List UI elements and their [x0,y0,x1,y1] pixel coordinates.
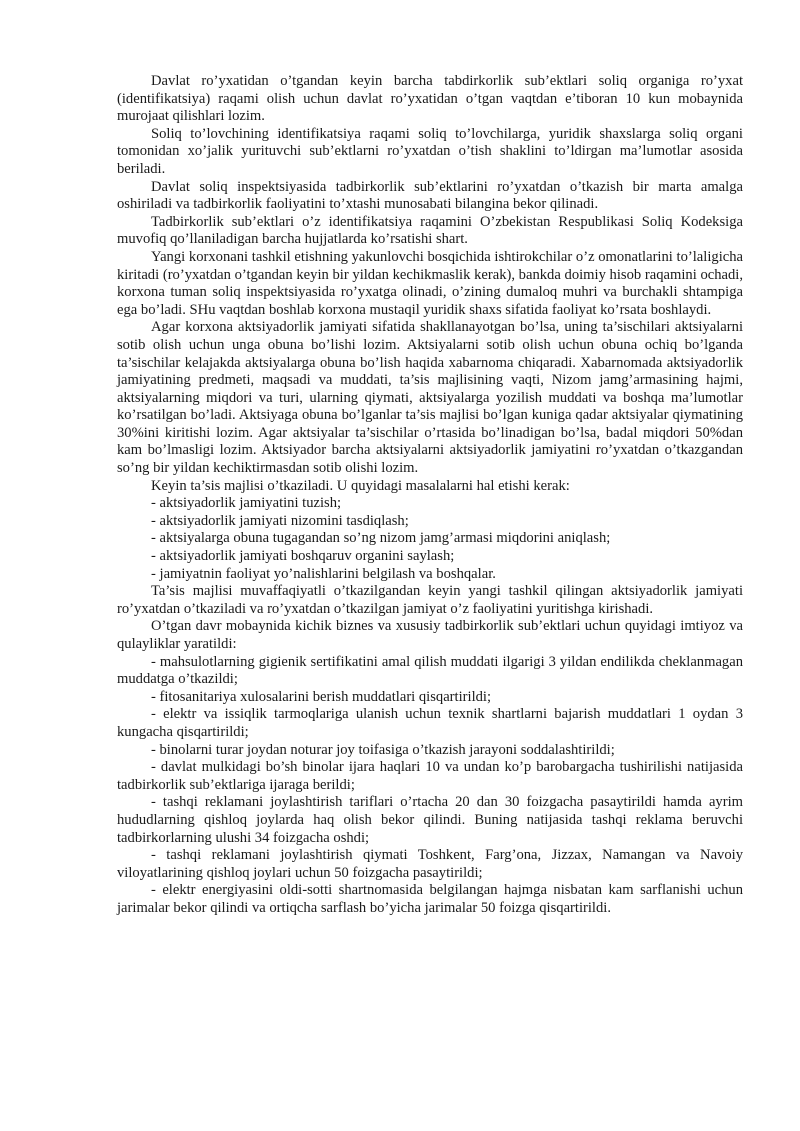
paragraph-taxpayer-id: Soliq to’lovchining identifikatsiya raqami soliq to’lovchilarga, yuridik shaxslarga soliq organi tomonidan xo’jalik yurituvchi sub’ektlarni ro’yxatdan o’tish shaklini to’ldirgan ma’lumotlar asosida beriladi. [117,125,743,177]
paragraph-benefits-intro: O’tgan davr mobaynida kichik biznes va xususiy tadbirkorlik sub’ektlari uchun quyidagi imtiyoz va qulayliklar yaratildi: [117,618,743,652]
paragraph-registration-deadline: Davlat ro’yxatidan o’tgandan keyin barcha tabdirkorlik sub’ektlari soliq organiga ro’yxat (identifikatsiya) raqami olish uchun davlat ro’yxatidan o’tgan vaqtdan e’tiboran 10 kun mobaynida murojaat qilishlari lozim. [117,73,743,125]
list-item-charter-fund: - aktsiyalarga obuna tugagandan so’ng nizom jamg’armasi miqdorini aniqlash; [151,530,611,547]
list-item-building-conversion: - binolarni turar joydan noturar joy toifasiga o’tkazish jarayoni soddalashtirildi; [151,741,615,758]
list-item-utility-connection: - elektr va issiqlik tarmoqlariga ulanish uchun texnik shartlarni bajarish muddatlari 1 oydan 3 kungacha qisqartirildi; [117,706,743,740]
list-item-hygienic-certificate: - mahsulotlarning gigienik sertifikatini amal qilish muddati ilgarigi 3 yildan endilikda cheklanmagan muddatga o’tkazildi; [117,653,743,688]
list-item-advertising-regions: - tashqi reklamani joylashtirish qiymati Toshkent, Farg’ona, Jizzax, Namangan va Navoiy viloyatlarining qishloq joylari uchun 50 foizgacha pasaytirildi; [117,847,743,881]
list-item-state-property-rent: - davlat mulkidagi bo’sh binolar ijara haqlari 10 va undan ko’p barobargacha tushirilishi natijasida tadbirkorlik sub’ektlariga ijaraga berildi; [117,759,743,793]
list-item-phytosanitary: - fitosanitariya xulosalarini berish muddatlari qisqartirildi; [151,688,492,705]
paragraph-founding-meeting: Keyin ta’sis majlisi o’tkaziladi. U quyidagi masalalarni hal etishi kerak: [151,477,570,494]
paragraph-company-registration: Ta’sis majlisi muvaffaqiyatli o’tkazilgandan keyin yangi tashkil qilingan aktsiyadorlik jamiyati ro’yxatdan o’tkaziladi va ro’yxatdan o’tkazilgan jamiyat o’z faoliyatini yuritishga kirishadi. [117,583,743,617]
list-item-establish-company: - aktsiyadorlik jamiyatini tuzish; [151,495,342,512]
list-item-approve-charter: - aktsiyadorlik jamiyati nizomini tasdiqlash; [151,512,409,529]
paragraph-id-on-documents: Tadbirkorlik sub’ektlari o’z identifikatsiya raqamini O’zbekistan Respublikasi Soliq Kodeksiga muvofiq qo’llaniladigan barcha hujjatlarda ko’rsatishi shart. [117,213,743,248]
list-item-electricity-penalties: - elektr energiyasini oldi-sotti shartnomasida belgilangan hajmga nisbatan kam sarflanishi uchun jarimalar bekor qilindi va ortiqcha sarflash bo’yicha jarimalar 50 foizga qisqartirildi. [117,882,743,916]
list-item-activity-directions: - jamiyatnin faoliyat yo’nalishlarini belgilash va boshqalar. [151,565,496,582]
paragraph-one-time-registration: Davlat soliq inspektsiyasida tadbirkorlik sub’ektlarini ro’yxatdan o’tkazish bir marta amalga oshiriladi va tadbirkorlik faoliyatini to’xtashi munosabati bilangina bekor qilinadi. [117,178,743,213]
list-item-advertising-tariffs: - tashqi reklamani joylashtirish tariflari o’rtacha 20 dan 30 foizgacha pasaytirildi hamda ayrim hududlarning qishloq joylarda haq olish bekor qilindi. Buning natijasida tashqi reklama beruvchi tadbirkorlarning ulushi 34 foizgacha oshdi; [117,794,743,846]
paragraph-joint-stock-subscription: Agar korxona aktsiyadorlik jamiyati sifatida shakllanayotgan bo’lsa, uning ta’sischilari aktsiyalarni sotib olish uchun unga obuna bo’lishi lozim. Aktsiyalarni sotib olish uchun obuna ochiq bo’lganda ta’sischilar kelajakda aktsiyalarga obuna bo’lish haqida xabarnoma chiqaradi. Xabarnomada aktsiyadorlik jamiyatining predmeti, maqsadi va muddati, ta’sis majlisining vaqti, Nizom jamg’armasining hajmi, aktsiyalarning miqdori va turi, ularning qiymati, aktsiyalarga yozilish muddati va boshqa ma’lumotlar ko’rsatilgan bo’ladi. Aktsiyaga obuna bo’lganlar ta’sis majlisi bo’lgan kuniga qadar aktsiyalar qiymatining 30%ini kiritishi lozim. Agar aktsiyalar ta’sischilar o’rtasida bo’linadigan bo’lsa, badal miqdori 50%dan kam bo’lmasligi lozim. Aktsiyador barcha aktsiyalarni aktsiyadorlik jamiyatini ro’yxatdan o’tkazgandan so’ng bir yildan kechiktirmasdan sotib olishi lozim. [117,319,743,477]
paragraph-final-stage: Yangi korxonani tashkil etishning yakunlovchi bosqichida ishtirokchilar o’z omonatlarini to’laligicha kiritadi (ro’yxatdan o’tgandan keyin bir yildan kechikmaslik kerak), bankda doimiy hisob raqamini ochadi, korxona tuman soliq inspektsiyasida ro’yxatga olinadi, o’zining dumaloq muhri va burchakli shtampiga ega bo’ladi. SHu vaqtdan boshlab korxona mustaqil yuridik shaxs sifatida faoliyat ko’rsata boshlaydi. [117,248,743,318]
list-item-elect-board: - aktsiyadorlik jamiyati boshqaruv organini saylash; [151,548,455,565]
